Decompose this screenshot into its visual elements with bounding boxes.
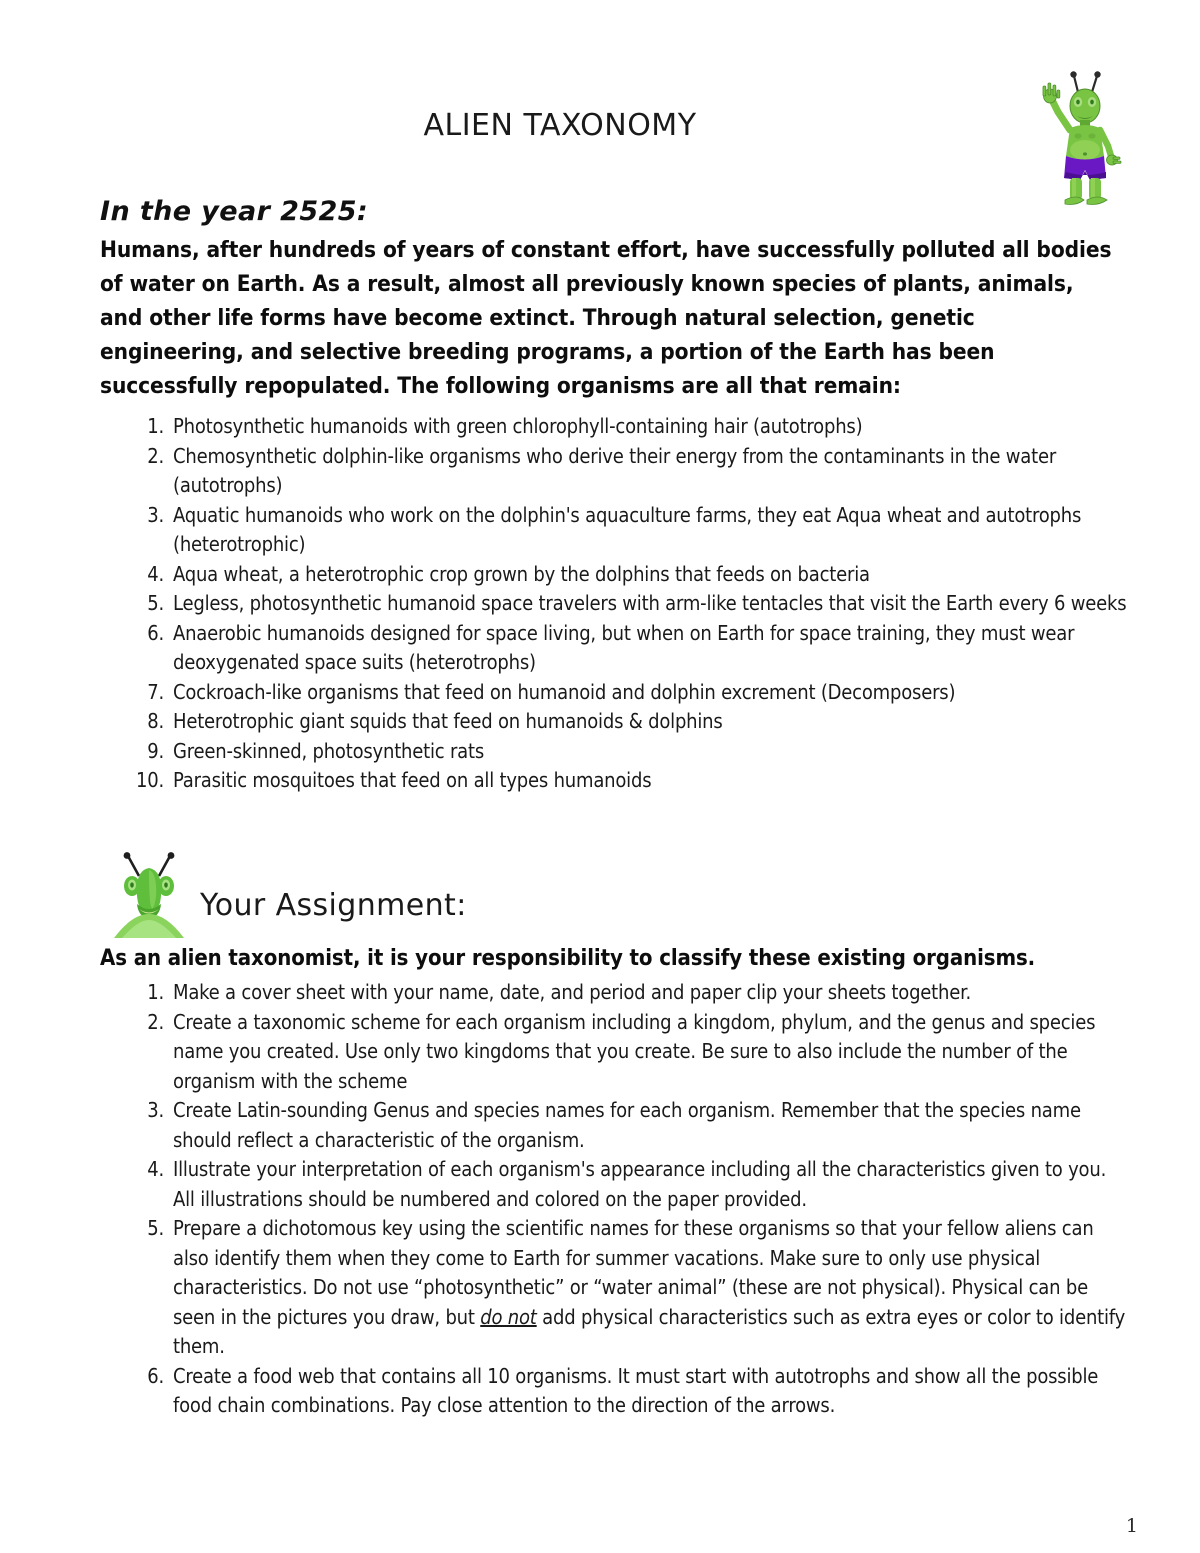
organism-list-item-number: 4. [147, 561, 164, 586]
organism-list-item-number: 2. [147, 443, 164, 468]
organism-list-item [128, 501, 1128, 560]
organism-list-item-text: Aquatic humanoids who work on the dolphin's aquaculture farms, they eat Aqua wheat and autotrophs (heterotrophic) [173, 502, 1082, 556]
assignment-heading-block [108, 852, 808, 940]
task-list-item-number: 3. [147, 1098, 164, 1122]
page-number: 1 [1125, 1515, 1138, 1537]
organism-list-item-number: 7. [147, 679, 164, 704]
organism-list-item-number: 10. [135, 768, 164, 792]
organism-list-item [128, 678, 1128, 708]
task-list-item-number: 4. [147, 1157, 164, 1181]
organism-list-item [128, 442, 1128, 501]
task-list-item [128, 1362, 1128, 1421]
organism-list-item-text: Chemosynthetic dolphin-like organisms who derive their energy from the contaminants in the water (autotrophs) [173, 443, 1057, 497]
assignment-task-list [128, 978, 1128, 1421]
organism-list-item [128, 737, 1128, 767]
organism-list-item [128, 707, 1128, 737]
organism-list-item-text: Green-skinned, photosynthetic rats [173, 738, 485, 763]
task-list-item-text: Create a food web that contains all 10 organisms. It must start with autotrophs and show all the possible food chain combinations. Pay close attention to the direction of the arrows. [173, 1363, 1099, 1417]
organism-list-item-text: Anaerobic humanoids designed for space living, but when on Earth for space training, they must wear deoxygenated space suits (heterotrophs) [173, 620, 1075, 674]
organism-list-item [128, 412, 1128, 442]
organism-list-item [128, 619, 1128, 678]
task-list-item-number: 6. [147, 1363, 164, 1388]
intro-block [100, 196, 1122, 403]
year-heading: In the year 2525: [100, 196, 369, 227]
organism-list-item-number: 9. [147, 738, 164, 763]
assignment-title: Your Assignment: [200, 888, 467, 923]
organism-list-item-text: Heterotrophic giant squids that feed on humanoids & dolphins [173, 709, 723, 733]
organism-list-item [128, 589, 1128, 619]
task-list-item-text: Create a taxonomic scheme for each organism including a kingdom, phylum, and the genus and species name you created. Use only two kingdoms that you create. Be sure to also include the number of the organism with the scheme [173, 1009, 1096, 1093]
organism-list-item [128, 560, 1128, 590]
emphasis-do-not: do not [480, 1304, 537, 1329]
organism-list-item-number: 1. [147, 414, 164, 438]
task-list-item [128, 978, 1128, 1008]
waving-green-alien-illustration [1034, 62, 1138, 212]
task-list-item [128, 1214, 1128, 1362]
task-list-item-number: 2. [147, 1009, 164, 1034]
task-list-item-text: Make a cover sheet with your name, date, and period and paper clip your sheets together. [173, 980, 971, 1004]
task-list-item [128, 1155, 1128, 1214]
organism-list-item-number: 8. [147, 709, 164, 733]
task-list-item-text: Illustrate your interpretation of each organism's appearance including all the characteristics given to you. All illustrations should be numbered and colored on the paper provided. [173, 1157, 1107, 1211]
task-list-item [128, 1096, 1128, 1155]
task-list-item-number: 1. [147, 980, 164, 1004]
task-list-item-text: Create Latin-sounding Genus and species names for each organism. Remember that the species name should reflect a characteristic of the organism. [173, 1098, 1081, 1152]
organism-list-item-text: Legless, photosynthetic humanoid space travelers with arm-like tentacles that visit the Earth every 6 weeks [173, 591, 1127, 615]
organism-list-item [128, 766, 1128, 796]
task-list-item [128, 1008, 1128, 1097]
green-alien-head-illustration [108, 852, 190, 938]
task-list-item-text: Prepare a dichotomous key using the scientific names for these organisms so that your fellow aliens can also identify them when they come to Earth for summer vacations. Make sure to only use physical characteristics. Do not use “photosynthetic” or “water animal” (these are not physical). Physical can be seen in the pictures you draw, but do not add physical characteristics such as extra eyes or color to identify them. [173, 1216, 1126, 1358]
organism-list-item-text: Photosynthetic humanoids with green chlorophyll-containing hair (autotrophs) [173, 414, 863, 438]
organism-list-item-text: Parasitic mosquitoes that feed on all types humanoids [173, 768, 652, 792]
organism-list-item-number: 6. [147, 620, 164, 645]
intro-paragraph: Humans, after hundreds of years of constant effort, have successfully polluted all bodies of water on Earth. As a result, almost all previously known species of plants, animals, and other life forms have become extinct. Through natural selection, genetic engineering, and selective breeding programs, a portion of the Earth has been successfully repopulated. The following organisms are all that remain: [100, 237, 1112, 399]
organism-list-item-text: Cockroach-like organisms that feed on humanoid and dolphin excrement (Decomposers) [173, 679, 956, 704]
organism-list-item-number: 3. [147, 502, 164, 527]
assignment-subtitle: As an alien taxonomist, it is your responsibility to classify these existing organisms. [100, 946, 1036, 971]
page-title: ALIEN TAXONOMY [423, 108, 697, 143]
task-list-item-number: 5. [147, 1216, 164, 1240]
organism-list-item-number: 5. [147, 591, 164, 615]
organism-list [128, 412, 1128, 796]
organism-list-item-text: Aqua wheat, a heterotrophic crop grown by the dolphins that feeds on bacteria [173, 561, 870, 586]
